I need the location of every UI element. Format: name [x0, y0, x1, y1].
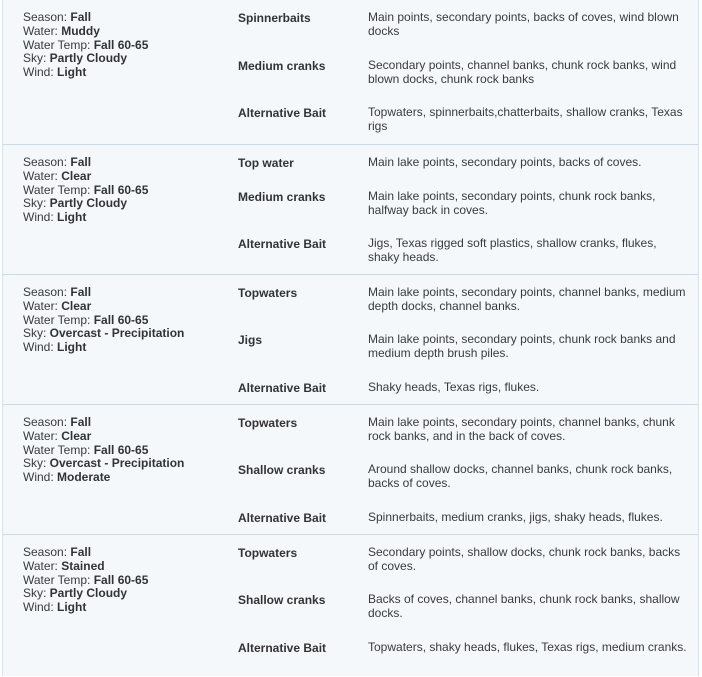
bait-locations: Jigs, Texas rigged soft plastics, shallow cranks, flukes, shaky heads. [368, 236, 657, 264]
table-row [3, 404, 698, 535]
bait-locations: Topwaters, shaky heads, flukes, Texas rigs, medium cranks. [368, 640, 687, 654]
bait-name: Medium cranks [238, 190, 326, 204]
wind-line: Wind: Light [23, 340, 87, 354]
bait-locations: Backs of coves, channel banks, chunk rock banks, shallow docks. [368, 592, 680, 620]
bait-name: Alternative Bait [238, 237, 327, 251]
sky-line: Sky: Overcast - Precipitation [23, 326, 185, 341]
conditions-cell [23, 11, 148, 80]
bait-locations: Main lake points, secondary points, channel banks, chunk rock banks, and in the back of coves. [368, 415, 675, 443]
water-temp-line: Water Temp: Fall 60-65 [23, 442, 149, 457]
wind-line: Wind: Moderate [23, 470, 111, 484]
water-temp-line: Water Temp: Fall 60-65 [23, 37, 149, 52]
season-line: Season: Fall [23, 285, 92, 299]
bait-name: Medium cranks [238, 59, 326, 73]
bait-name: Alternative Bait [238, 641, 327, 655]
conditions-cell [23, 546, 148, 615]
water-line: Water: Clear [23, 168, 92, 183]
bait-name: Jigs [238, 333, 263, 347]
sky-line: Sky: Partly Cloudy [23, 196, 128, 211]
bait-locations: Shaky heads, Texas rigs, flukes. [368, 380, 540, 394]
bait-locations: Around shallow docks, channel banks, chunk rock banks, backs of coves. [368, 462, 673, 490]
bait-locations: Main lake points, secondary points, channel banks, medium depth docks, channel banks. [368, 285, 686, 313]
bait-locations: Secondary points, shallow docks, chunk rock banks, backs of coves. [368, 545, 681, 573]
bait-name: Topwaters [238, 416, 298, 430]
sky-line: Sky: Partly Cloudy [23, 586, 128, 601]
conditions-cell [23, 416, 184, 485]
water-temp-line: Water Temp: Fall 60-65 [23, 182, 149, 197]
bait-name: Topwaters [238, 286, 298, 300]
table-row [3, 0, 698, 144]
water-line: Water: Clear [23, 428, 92, 443]
bait-name: Topwaters [238, 546, 298, 560]
bait-locations: Main lake points, secondary points, chunk rock banks and medium depth brush piles. [368, 332, 676, 360]
water-temp-line: Water Temp: Fall 60-65 [23, 572, 149, 587]
wind-line: Wind: Light [23, 210, 87, 224]
season-line: Season: Fall [23, 10, 92, 24]
bait-name: Spinnerbaits [238, 11, 311, 25]
table-row [3, 144, 698, 275]
wind-line: Wind: Light [23, 65, 87, 79]
water-line: Water: Clear [23, 298, 92, 313]
table-row [3, 534, 698, 677]
sky-line: Sky: Partly Cloudy [23, 51, 128, 66]
bait-locations: Main points, secondary points, backs of coves, wind blown docks [368, 10, 679, 38]
season-line: Season: Fall [23, 545, 92, 559]
water-line: Water: Muddy [23, 23, 100, 38]
fishing-conditions-table [2, 0, 699, 676]
table-row [3, 274, 698, 405]
bait-name: Shallow cranks [238, 463, 326, 477]
bait-name: Top water [238, 156, 294, 170]
bait-locations: Main lake points, secondary points, backs of coves. [368, 155, 642, 169]
bait-name: Alternative Bait [238, 106, 327, 120]
wind-line: Wind: Light [23, 600, 87, 614]
bait-locations: Topwaters, spinnerbaits,chatterbaits, shallow cranks, Texas rigs [368, 105, 683, 133]
bait-locations: Main lake points, secondary points, chunk rock banks, halfway back in coves. [368, 189, 656, 217]
water-temp-line: Water Temp: Fall 60-65 [23, 312, 149, 327]
conditions-cell [23, 286, 184, 355]
bait-locations: Secondary points, channel banks, chunk rock banks, wind blown docks, chunk rock banks [368, 58, 677, 86]
water-line: Water: Stained [23, 558, 105, 573]
season-line: Season: Fall [23, 155, 92, 169]
bait-name: Shallow cranks [238, 593, 326, 607]
bait-locations: Spinnerbaits, medium cranks, jigs, shaky heads, flukes. [368, 510, 663, 524]
season-line: Season: Fall [23, 415, 92, 429]
bait-name: Alternative Bait [238, 511, 327, 525]
conditions-cell [23, 156, 148, 225]
sky-line: Sky: Overcast - Precipitation [23, 456, 185, 471]
bait-name: Alternative Bait [238, 381, 327, 395]
